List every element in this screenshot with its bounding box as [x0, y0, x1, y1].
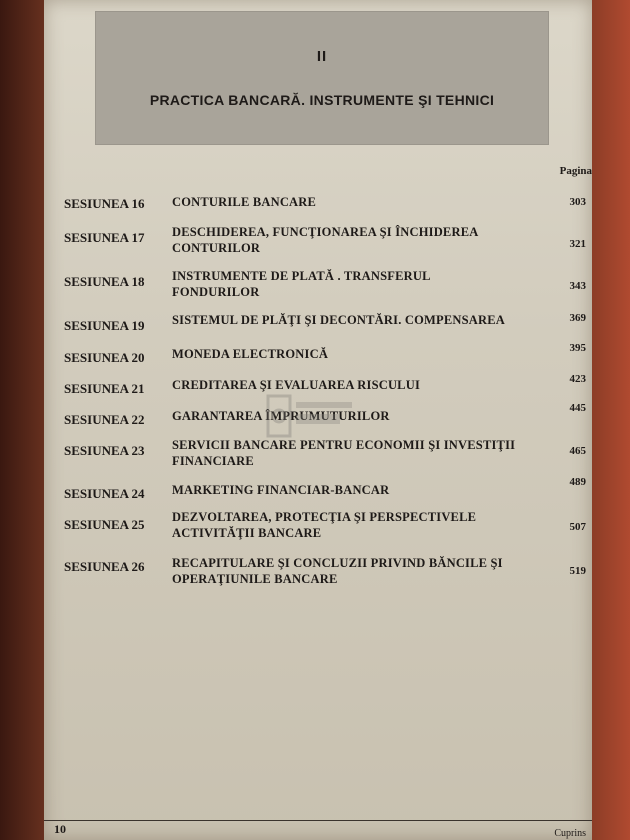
toc-session-label: SESIUNEA 22 [64, 412, 145, 427]
toc-entry-title: MONEDA ELECTRONICĂ [172, 347, 329, 361]
background-left [0, 0, 48, 840]
toc-session-label: SESIUNEA 18 [64, 274, 145, 289]
toc-session-label: SESIUNEA 26 [64, 559, 145, 574]
toc-page-number: 369 [569, 312, 586, 324]
book-page [44, 0, 592, 840]
toc-entry-title: SERVICII BANCARE PENTRU ECONOMII ŞI INVESTIŢII FINANCIARE [172, 438, 516, 468]
toc-entry-title: GARANTAREA ÎMPRUMUTURILOR [172, 409, 390, 423]
toc-session-label: SESIUNEA 17 [64, 230, 145, 245]
footer-rule [44, 820, 592, 821]
toc-entry-title: DEZVOLTAREA, PROTECŢIA ŞI PERSPECTIVELE ACTIVITĂŢII BANCARE [172, 510, 477, 540]
toc-entry-title: MARKETING FINANCIAR-BANCAR [172, 483, 390, 497]
part-numeral: II [316, 48, 328, 65]
toc-session-label: SESIUNEA 23 [64, 443, 145, 458]
background-right [590, 0, 630, 840]
toc-page-number: 445 [569, 402, 586, 414]
toc-page-number: 507 [569, 521, 586, 533]
toc-page-number: 423 [569, 373, 586, 385]
page-column-header: Pagina [559, 165, 592, 177]
toc-page-number: 519 [569, 565, 586, 577]
toc-page-number: 465 [569, 445, 586, 457]
toc-page-number: 489 [569, 476, 586, 488]
toc-session-label: SESIUNEA 25 [64, 517, 145, 532]
toc-page-number: 343 [569, 280, 586, 292]
toc-session-label: SESIUNEA 24 [64, 486, 145, 501]
part-title: PRACTICA BANCARĂ. INSTRUMENTE ŞI TEHNICI [149, 92, 495, 108]
toc-session-label: SESIUNEA 19 [64, 318, 145, 333]
toc-entry-title: DESCHIDEREA, FUNCŢIONAREA ŞI ÎNCHIDEREA CONTURILOR [172, 225, 479, 255]
footer-running-title: Cuprins [554, 828, 586, 839]
footer-page-number: 10 [54, 822, 66, 836]
watermark-logo-icon [266, 392, 356, 440]
toc-entry-title: SISTEMUL DE PLĂŢI ŞI DECONTĂRI. COMPENSAREA [172, 313, 505, 327]
toc-entry-title: CONTURILE BANCARE [172, 195, 317, 209]
toc-page-number: 321 [569, 238, 586, 250]
toc-page-number: 303 [569, 196, 586, 208]
toc-session-label: SESIUNEA 16 [64, 196, 145, 211]
toc-entry-title: INSTRUMENTE DE PLATĂ . TRANSFERUL FONDURILOR [172, 269, 431, 299]
part-header-box [96, 12, 548, 144]
toc-entry-title: RECAPITULARE ŞI CONCLUZII PRIVIND BĂNCILE ŞI OPERAŢIUNILE BANCARE [172, 556, 503, 586]
toc-session-label: SESIUNEA 21 [64, 381, 145, 396]
toc-session-label: SESIUNEA 20 [64, 350, 145, 365]
toc-page-number: 395 [569, 342, 586, 354]
toc-entry-title: CREDITAREA ŞI EVALUAREA RISCULUI [172, 378, 421, 392]
